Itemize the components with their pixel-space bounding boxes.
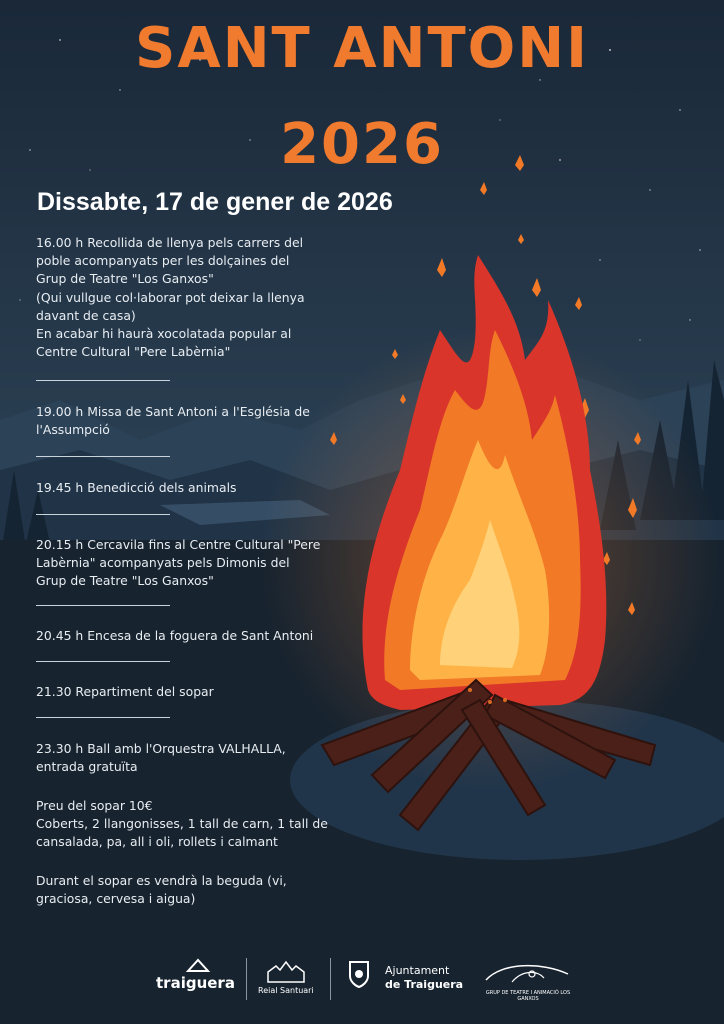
program-line: Labèrnia" acompanyats pels Dimonis del: [36, 555, 290, 571]
note-beguda: [36, 872, 366, 908]
poster-title: SANT ANTONI: [135, 16, 589, 81]
program-item-encesa: [36, 627, 366, 645]
program-line: 16.00 h Recollida de llenya pels carrers del: [36, 235, 304, 250]
note-line: Durant el sopar es vendrà la beguda (vi,: [36, 873, 287, 888]
note-preu-sopar: [36, 797, 366, 852]
program-line: Grup de Teatre "Los Ganxos": [36, 573, 214, 589]
divider: [36, 514, 170, 515]
note-line: cansalada, pa, all i oli, rollets i calmant: [36, 834, 278, 850]
program-line: 23.30 h Ball amb l'Orquestra VALHALLA,: [36, 741, 286, 756]
program-line: 19.00 h Missa de Sant Antoni a l'Església de: [36, 404, 310, 419]
program-line: Grup de Teatre "Los Ganxos": [36, 271, 214, 287]
program-line: poble acompanyats per les dolçaines del: [36, 253, 290, 269]
traiguera-logo-text: traiguera: [156, 974, 235, 992]
program-item-benediccio: [36, 479, 366, 497]
program-line: En acabar hi haurà xocolatada popular al: [36, 326, 292, 342]
poster-year: 2026: [280, 112, 444, 177]
divider: [36, 456, 170, 457]
los-ganxos-logo-text: GRUP DE TEATRE I ANIMACIÓ LOS GANXOS: [485, 990, 571, 1002]
santuari-logo-icon: [266, 960, 306, 984]
program-line: (Qui vullgue col·laborar pot deixar la llenya: [36, 289, 305, 305]
program-line: 20.45 h Encesa de la foguera de Sant Antoni: [36, 628, 314, 643]
ajuntament-line2: de Traiguera: [385, 978, 464, 991]
program-line: davant de casa): [36, 307, 136, 323]
note-line: Coberts, 2 llangonisses, 1 tall de carn, 1 tall de: [36, 816, 328, 832]
program-item-cercavila: [36, 536, 366, 591]
event-date: Dissabte, 17 de gener de 2026: [37, 188, 393, 216]
ajuntament-line1: Ajuntament: [385, 964, 450, 977]
program-line: 20.15 h Cercavila fins al Centre Cultural "Pere: [36, 537, 321, 552]
ajuntament-shield-icon: [348, 960, 370, 988]
divider: [36, 605, 170, 606]
divider: [36, 661, 170, 662]
los-ganxos-logo-icon: [482, 960, 572, 990]
program-line: 19.45 h Benedicció dels animals: [36, 480, 237, 495]
program-item-sopar: [36, 683, 366, 701]
note-line: Preu del sopar 10€: [36, 798, 153, 813]
traiguera-logo-icon: [186, 958, 210, 972]
program-item-missa: [36, 403, 366, 439]
note-line: graciosa, cervesa i aigua): [36, 891, 196, 907]
santuari-logo-text: Reial Santuari: [258, 986, 314, 995]
logo-separator: [330, 958, 331, 1000]
program-item-ball: [36, 740, 366, 776]
divider: [36, 717, 170, 718]
logo-separator: [246, 958, 247, 1000]
program-line: Centre Cultural "Pere Labèrnia": [36, 344, 231, 360]
program-line: l'Assumpció: [36, 422, 110, 438]
program-line: entrada gratuïta: [36, 759, 138, 775]
program-line: 21.30 Repartiment del sopar: [36, 684, 214, 699]
program-item-recollida: [36, 234, 366, 361]
divider: [36, 380, 170, 381]
